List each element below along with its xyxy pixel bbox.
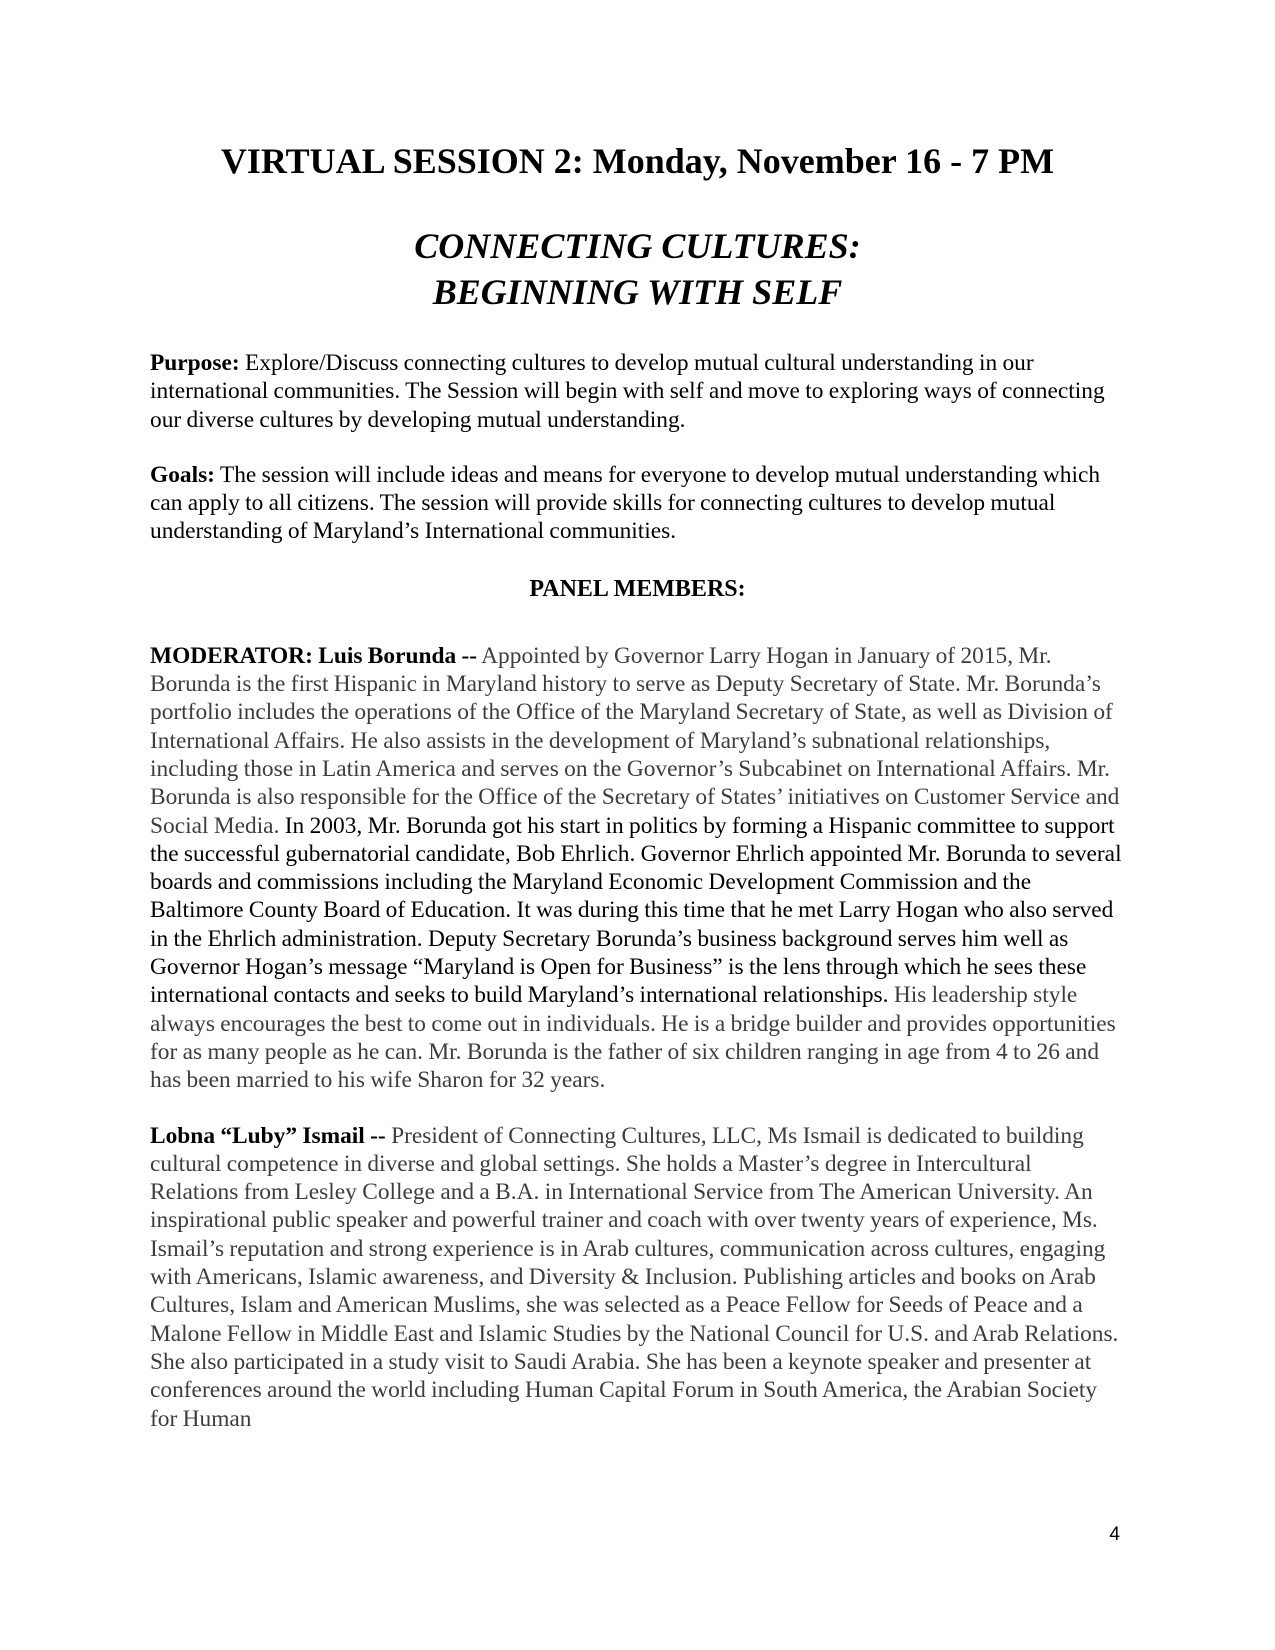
- moderator-label: MODERATOR: Luis Borunda --: [150, 642, 478, 669]
- goals-text: The session will include ideas and means for everyone to develop mutual understanding which can apply to all citizens. The session will provide skills for connecting cultures to develop mutual understanding of Maryland’s International communities.: [150, 461, 1101, 545]
- moderator-bio-part-2: In 2003, Mr. Borunda got his start in politics by forming a Hispanic committee to support the successful gubernatorial candidate, Bob Ehrlich. Governor Ehrlich appointed Mr. Borunda to several boards and commissions including the Maryland Economic Development Commission and the Baltimore County Board of Education. It was during this time that he met Larry Hogan who also served in the Ehrlich administration. Deputy Secretary Borunda’s business background serves him well as Governor Hogan’s message “Maryland is Open for Business” is the lens through which he sees these international contacts and seeks to build Maryland’s international relationships.: [150, 812, 1122, 1009]
- theme-title: [150, 223, 1125, 315]
- goals-label: Goals:: [150, 461, 215, 488]
- purpose-text: Explore/Discuss connecting cultures to develop mutual cultural understanding in our international communities. The Session will begin with self and move to exploring ways of connecting our diverse cultures by developing mutual understanding.: [150, 350, 1105, 433]
- goals-paragraph: [150, 461, 1125, 546]
- session-title: VIRTUAL SESSION 2: Monday, November 16 - 7 PM: [220, 141, 1055, 181]
- purpose-paragraph: [150, 349, 1125, 434]
- purpose-label: Purpose:: [150, 350, 240, 376]
- moderator-bio-part-1: Appointed by Governor Larry Hogan in January of 2015, Mr. Borunda is the first Hispanic in Maryland history to serve as Deputy Secretary of State. Mr. Borunda’s portfolio includes the operations of the Office of the Maryland Secretary of State, as well as Division of International Affairs. He also assists in the development of Maryland’s subnational relationships, including those in Latin America and serves on the Governor’s Subcabinet on International Affairs. Mr. Borunda is also responsible for the Office of the Secretary of States’ initiatives on Customer Service and Social Media.: [150, 642, 1120, 839]
- theme-title-line-2: BEGINNING WITH SELF: [432, 272, 843, 312]
- moderator-bio: [150, 642, 1125, 1095]
- panel-members-heading: PANEL MEMBERS:: [529, 575, 746, 602]
- moderator-bio-part-3: His leadership style always encourages the best to come out in individuals. He is a bridge builder and provides opportunities for as many people as he can. Mr. Borunda is the father of six children ranging in age from 4 to 26 and has been married to his wife Sharon for 32 years.: [150, 982, 1116, 1094]
- document-page: [150, 137, 1125, 1433]
- ismail-label: Lobna “Luby” Ismail --: [150, 1122, 386, 1149]
- ismail-bio: [150, 1122, 1125, 1433]
- page-number: 4: [1109, 1524, 1120, 1545]
- theme-title-line-1: CONNECTING CULTURES:: [414, 226, 861, 266]
- ismail-bio-text: President of Connecting Cultures, LLC, Ms Ismail is dedicated to building cultural competence in diverse and global settings. She holds a Master’s degree in Intercultural Relations from Lesley College and a B.A. in International Service from The American University. An inspirational public speaker and powerful trainer and coach with over twenty years of experience, Ms. Ismail’s reputation and strong experience is in Arab cultures, communication across cultures, engaging with Americans, Islamic awareness, and Diversity & Inclusion. Publishing articles and books on Arab Cultures, Islam and American Muslims, she was selected as a Peace Fellow for Seeds of Peace and a Malone Fellow in Middle East and Islamic Studies by the National Council for U.S. and Arab Relations. She also participated in a study visit to Saudi Arabia. She has been a keynote speaker and presenter at conferences around the world including Human Capital Forum in South America, the Arabian Society for Human: [150, 1122, 1119, 1432]
